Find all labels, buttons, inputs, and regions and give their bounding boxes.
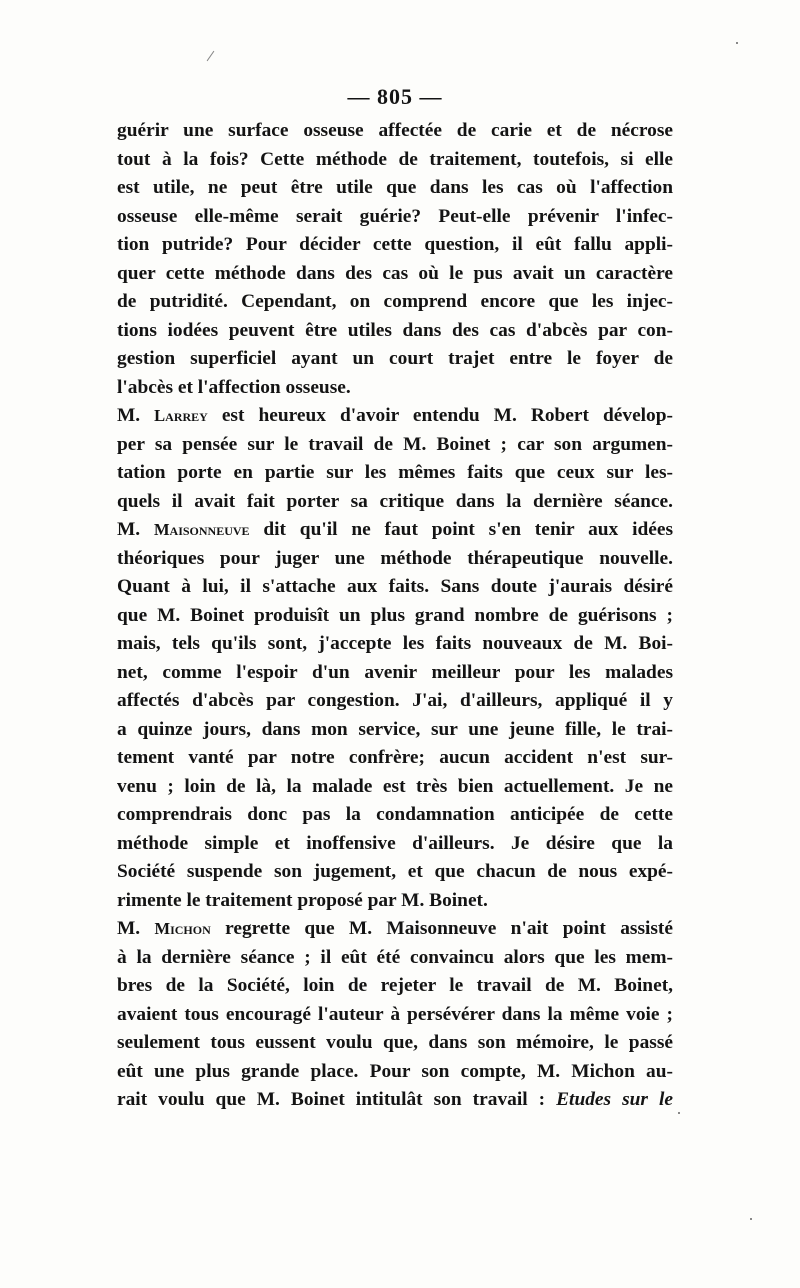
- text-line: quer cette méthode dans des cas où le pus avait un caractère: [117, 262, 673, 284]
- scan-mark: [750, 1218, 752, 1220]
- text-line: mais, tels qu'ils sont, j'accepte les faits nouveaux de M. Boi-: [117, 633, 673, 654]
- text-line: tions iodées peuvent être utiles dans des cas d'abcès par con-: [117, 319, 673, 341]
- text-line: comprendrais donc pas la condamnation anticipée de cette: [117, 804, 673, 825]
- text-line: rait voulu que M. Boinet intitulât son travail : Etudes sur le: [117, 1089, 673, 1110]
- text-line: que M. Boinet produisît un plus grand nombre de guérisons ;: [117, 604, 673, 626]
- text-line: a quinze jours, dans mon service, sur une jeune fille, le trai-: [117, 718, 673, 740]
- paragraph-start-line: M. Larrey est heureux d'avoir entendu M. Robert dévelop-: [117, 405, 673, 426]
- text-line: affectés d'abcès par congestion. J'ai, d'ailleurs, appliqué il y: [117, 690, 673, 711]
- text-line: per sa pensée sur le travail de M. Boinet ; car son argumen-: [117, 433, 673, 455]
- text-line: venu ; loin de là, la malade est très bien actuellement. Je ne: [117, 775, 673, 797]
- text-line: tement vanté par notre confrère; aucun accident n'est sur-: [117, 747, 673, 768]
- text-line: net, comme l'espoir d'un avenir meilleur pour les malades: [117, 661, 673, 683]
- text-line: théoriques pour juger une méthode thérapeutique nouvelle.: [117, 547, 673, 569]
- text-line: tout à la fois? Cette méthode de traitement, toutefois, si elle: [117, 148, 673, 170]
- speaker-name: Michon: [154, 919, 211, 938]
- text-line: gestion superficiel ayant un court trajet entre le foyer de: [117, 348, 673, 369]
- text-line: tation porte en partie sur les mêmes faits que ceux sur les-: [117, 462, 673, 483]
- speaker-name: Maisonneuve: [153, 520, 250, 539]
- speaker-name: Larrey: [154, 406, 208, 425]
- body-text: [117, 117, 673, 1115]
- text-line: Quant à lui, il s'attache aux faits. Sans doute j'aurais désiré: [117, 576, 673, 597]
- text-line: osseuse elle-même serait guérie? Peut-elle prévenir l'infec-: [117, 205, 673, 227]
- text-line: avaient tous encouragé l'auteur à persévérer dans la même voie ;: [117, 1003, 673, 1025]
- scan-mark: [207, 51, 215, 61]
- scan-mark: [678, 1112, 680, 1114]
- text-line: méthode simple et inoffensive d'ailleurs. Je désire que la: [117, 832, 673, 854]
- text-line: eût une plus grande place. Pour son compte, M. Michon au-: [117, 1060, 673, 1082]
- text-line: est utile, ne peut être utile que dans les cas où l'affection: [117, 177, 673, 198]
- text-line: guérir une surface osseuse affectée de carie et de nécrose: [117, 120, 673, 141]
- text-line: bres de la Société, loin de rejeter le travail de M. Boinet,: [117, 975, 673, 996]
- text-line: à la dernière séance ; il eût été convaincu alors que les mem-: [117, 946, 673, 968]
- text-line: de putridité. Cependant, on comprend encore que les injec-: [117, 291, 673, 312]
- italic-title: Etudes sur le: [556, 1089, 673, 1110]
- text-line: l'abcès et l'affection osseuse.: [117, 376, 351, 398]
- text-line: quels il avait fait porter sa critique dans la dernière séance.: [117, 490, 673, 512]
- text-line: rimente le traitement proposé par M. Boinet.: [117, 889, 488, 911]
- page-number: — 805 —: [347, 84, 443, 109]
- text-line: Société suspende son jugement, et que chacun de nous expé-: [117, 861, 673, 882]
- paragraph-start-line: M. Michon regrette que M. Maisonneuve n'ait point assisté: [117, 918, 673, 939]
- text-line: tion putride? Pour décider cette question, il eût fallu appli-: [117, 234, 673, 255]
- text-line: seulement tous eussent voulu que, dans son mémoire, le passé: [117, 1032, 673, 1053]
- paragraph-start-line: M. Maisonneuve dit qu'il ne faut point s'en tenir aux idées: [117, 519, 673, 540]
- scan-mark: [736, 42, 738, 44]
